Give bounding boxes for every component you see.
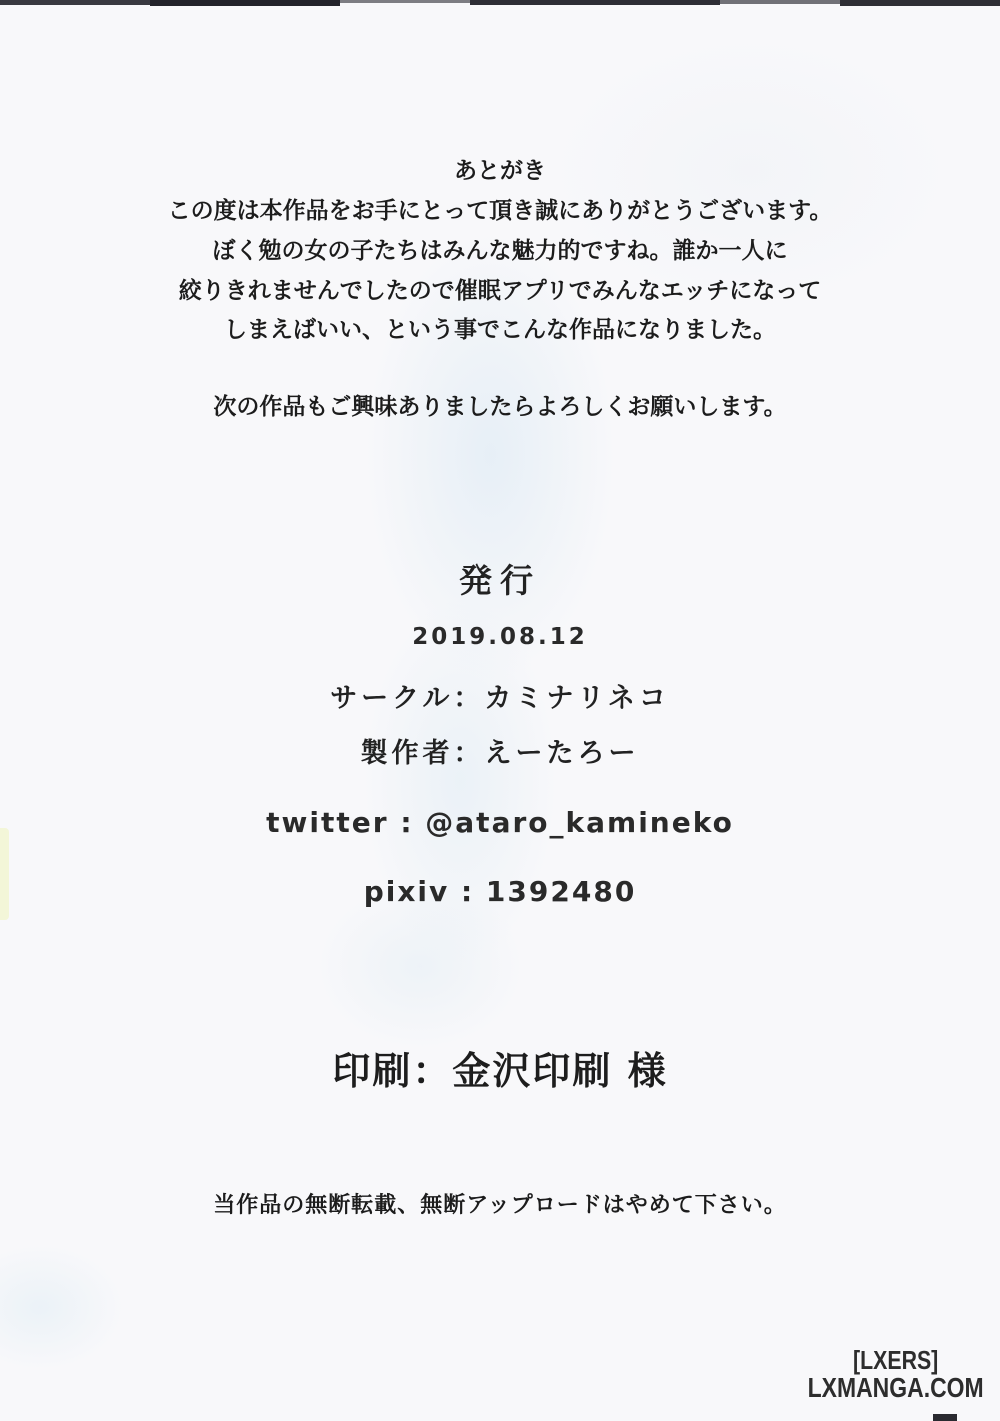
watermark-site-url: LXMANGA.COM (807, 1372, 984, 1403)
publication-circle: サークル：カミナリネコ (330, 683, 670, 714)
scan-artifact-segment (340, 0, 470, 3)
scan-artifact-segment (470, 0, 720, 5)
afterword-closing-line: 次の作品もご興味ありましたらよろしくお願いします。 (213, 393, 787, 420)
scan-artifact-top-band (0, 0, 1000, 7)
afterword-line-2: ぼく勉の女の子たちはみんな魅力的ですね。誰か一人に (212, 237, 788, 264)
publication-twitter-handle: twitter : @ataro_kamineko (266, 806, 734, 839)
watermark (808, 1346, 984, 1402)
no-repost-notice: 当作品の無断転載、無断アップロードはやめて下さい。 (213, 1193, 787, 1218)
afterword-title: あとがき (454, 157, 546, 184)
afterword-line-4: しまえばいい、という事でこんな作品になりました。 (224, 316, 776, 343)
publication-heading: 発行 (459, 561, 541, 600)
printing-credit: 印刷：金沢印刷 様 (332, 1049, 668, 1093)
watermark-group-name: [LXERS] (853, 1345, 939, 1375)
scan-artifact-bottom-mark (933, 1414, 957, 1421)
scan-artifact-segment (0, 0, 150, 5)
publication-date: 2019.08.12 (412, 624, 588, 650)
afterword-line-1: この度は本作品をお手にとって頂き誠にありがとうございます。 (167, 197, 833, 224)
publication-author: 製作者：えーたろー (360, 738, 640, 769)
scan-artifact-segment (840, 0, 1000, 6)
scan-artifact-segment (150, 0, 340, 6)
scan-artifact-segment (720, 0, 840, 4)
scan-artifact-left-strip (0, 828, 9, 920)
publication-pixiv-id: pixiv : 1392480 (363, 875, 637, 908)
afterword-line-3: 絞りきれませんでしたので催眠アプリでみんなエッチになって (178, 277, 822, 304)
